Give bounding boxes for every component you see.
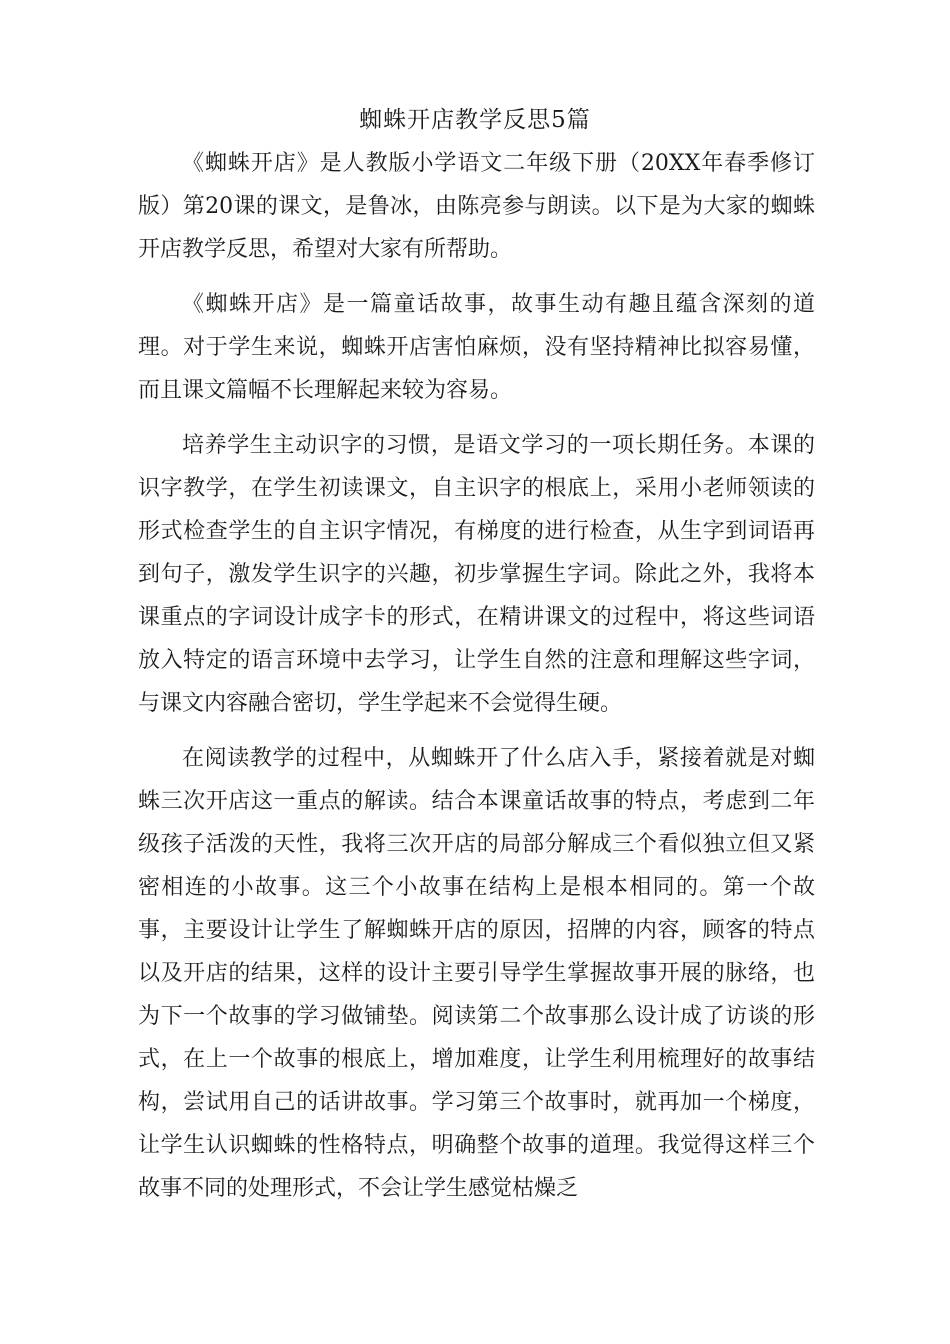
paragraph-reading: 在阅读教学的过程中，从蜘蛛开了什么店入手，紧接着就是对蜘蛛三次开店这一重点的解读。结合本课童话故事的特点，考虑到二年级孩子活泼的天性，我将三次开店的局部分解成三个看似独立但又紧密相连的小故事。这三个小故事在结构上是根本相同的。第一个故事，主要设计让学生了解蜘蛛开店的原因，招牌的内容，顾客的特点以及开店的结果，这样的设计主要引导学生掌握故事开展的脉络，也为下一个故事的学习做铺垫。阅读第二个故事那么设计成了访谈的形式，在上一个故事的根底上，增加难度，让学生利用梳理好的故事结构，尝试用自己的话讲故事。学习第三个故事时，就再加一个梯度，让学生认识蜘蛛的性格特点，明确整个故事的道理。我觉得这样三个故事不同的处理形式，不会让学生感觉枯燥乏: [138, 746, 815, 1201]
paragraph-summary: 《蜘蛛开店》是一篇童话故事，故事生动有趣且蕴含深刻的道理。对于学生来说，蜘蛛开店害怕麻烦，没有坚持精神比拟容易懂，而且课文篇幅不长理解起来较为容易。: [138, 292, 815, 403]
document-title: 蜘蛛开店教学反思5篇: [359, 107, 591, 133]
paragraph-intro: 《蜘蛛开店》是人教版小学语文二年级下册（20XX年春季修订版）第20课的课文，是鲁冰，由陈亮参与朗读。以下是为大家的蜘蛛开店教学反思，希望对大家有所帮助。: [138, 151, 815, 262]
paragraph-literacy: 培养学生主动识字的习惯，是语文学习的一项长期任务。本课的识字教学，在学生初读课文，自主识字的根底上，采用小老师领读的形式检查学生的自主识字情况，有梯度的进行检查，从生字到词语再到句子，激发学生识字的兴趣，初步掌握生字词。除此之外，我将本课重点的字词设计成字卡的形式，在精讲课文的过程中，将这些词语放入特定的语言环境中去学习，让学生自然的注意和理解这些字词，与课文内容融合密切，学生学起来不会觉得生硬。: [138, 433, 815, 716]
document-body: [138, 142, 815, 1222]
